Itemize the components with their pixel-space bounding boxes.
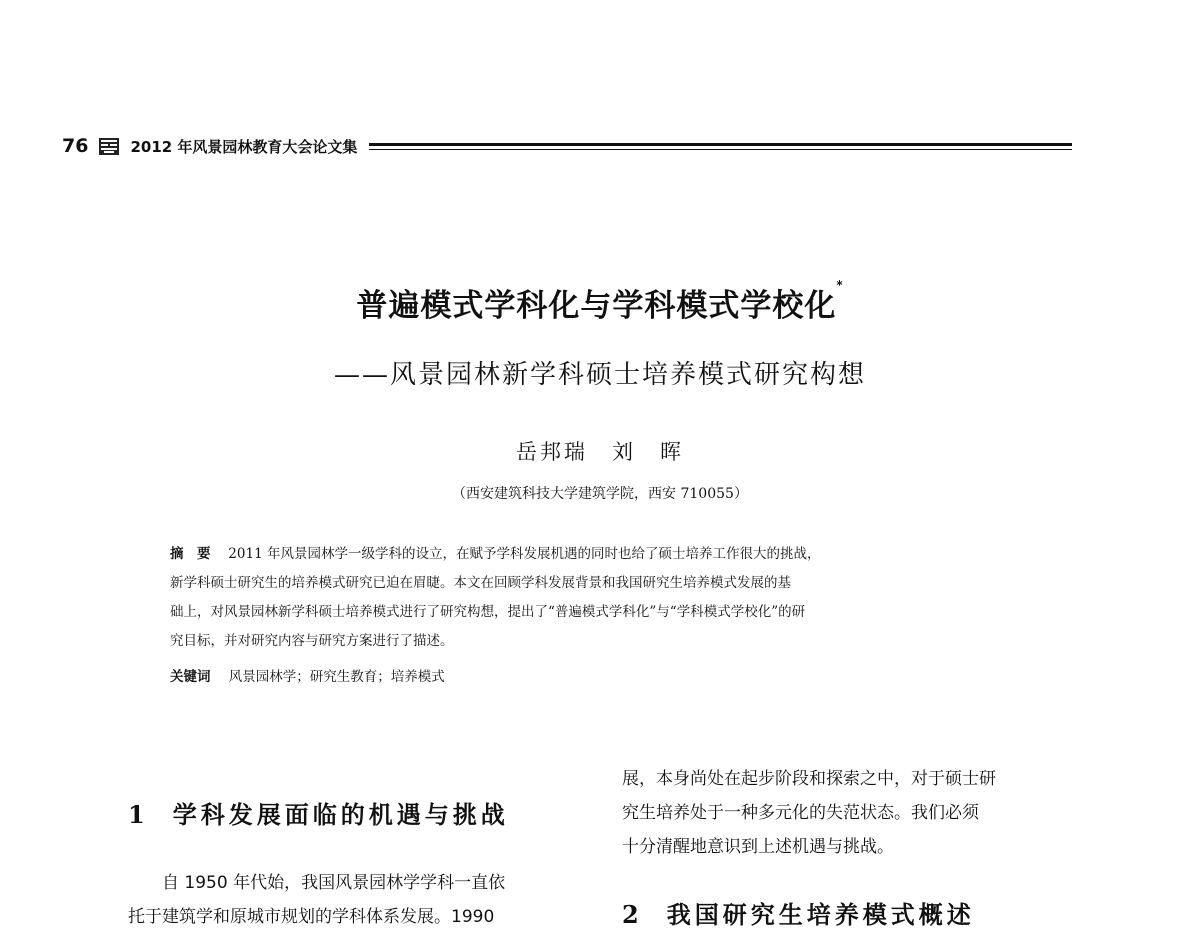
keywords-label: 关键词 bbox=[170, 669, 211, 685]
keywords bbox=[170, 665, 445, 685]
title-text: 普遍模式学科化与学科模式学校化 bbox=[356, 288, 837, 324]
section-heading-1 bbox=[128, 795, 509, 830]
keywords-text: 风景园林学；研究生教育；培养模式 bbox=[228, 669, 445, 685]
paragraph-line: 十分清醒地意识到上述机遇与挑战。 bbox=[622, 837, 894, 857]
title-footnote-mark: * bbox=[836, 278, 844, 292]
page-number: 76 bbox=[62, 135, 89, 157]
paragraph-line: 自 1950 年代始，我国风景园林学学科一直依 bbox=[162, 873, 506, 893]
right-column-paragraph bbox=[622, 762, 1074, 864]
abstract-line-text: 2011 年风景园林学一级学科的设立，在赋予学科发展机遇的同时也给了硕士培养工作很大的挑战， bbox=[228, 546, 821, 562]
authors: 岳邦瑞 刘 晖 bbox=[516, 440, 684, 464]
article-title bbox=[0, 280, 1200, 325]
journal-title: 2012 年风景园林教育大会论文集 bbox=[130, 137, 358, 156]
abstract-line: 究目标，并对研究内容与研究方案进行了描述。 bbox=[170, 633, 454, 649]
abstract bbox=[170, 540, 1030, 656]
section-title: 我国研究生培养模式概述 bbox=[666, 900, 975, 929]
header-rule bbox=[369, 140, 1072, 152]
paragraph-line: 托于建筑学和原城市规划的学科体系发展。1990 bbox=[128, 907, 495, 927]
section-1-paragraph bbox=[128, 866, 580, 934]
abstract-label: 摘 要 bbox=[170, 546, 211, 562]
paragraph-line: 究生培养处于一种多元化的失范状态。我们必须 bbox=[622, 803, 979, 823]
paragraph-line: 展，本身尚处在起步阶段和探索之中，对于硕士研 bbox=[622, 769, 996, 789]
abstract-line: 新学科硕士研究生的培养模式研究已迫在眉睫。本文在回顾学科发展背景和我国研究生培养模式发展的基 bbox=[170, 575, 791, 591]
section-number: 2 bbox=[622, 900, 639, 929]
section-heading-2 bbox=[622, 895, 975, 930]
abstract-line: 础上，对风景园林新学科硕士培养模式进行了研究构想，提出了“普遍模式学科化”与“学科模式学校化”的研 bbox=[170, 604, 806, 620]
running-header bbox=[62, 128, 1072, 164]
affiliation: （西安建筑科技大学建筑学院，西安 710055） bbox=[452, 486, 748, 502]
article-subtitle: ——风景园林新学科硕士培养模式研究构想 bbox=[333, 360, 866, 390]
publisher-emblem-icon bbox=[98, 137, 120, 155]
abstract-line bbox=[170, 540, 1030, 569]
section-title: 学科发展面临的机遇与挑战 bbox=[172, 800, 509, 829]
section-number: 1 bbox=[128, 800, 145, 829]
